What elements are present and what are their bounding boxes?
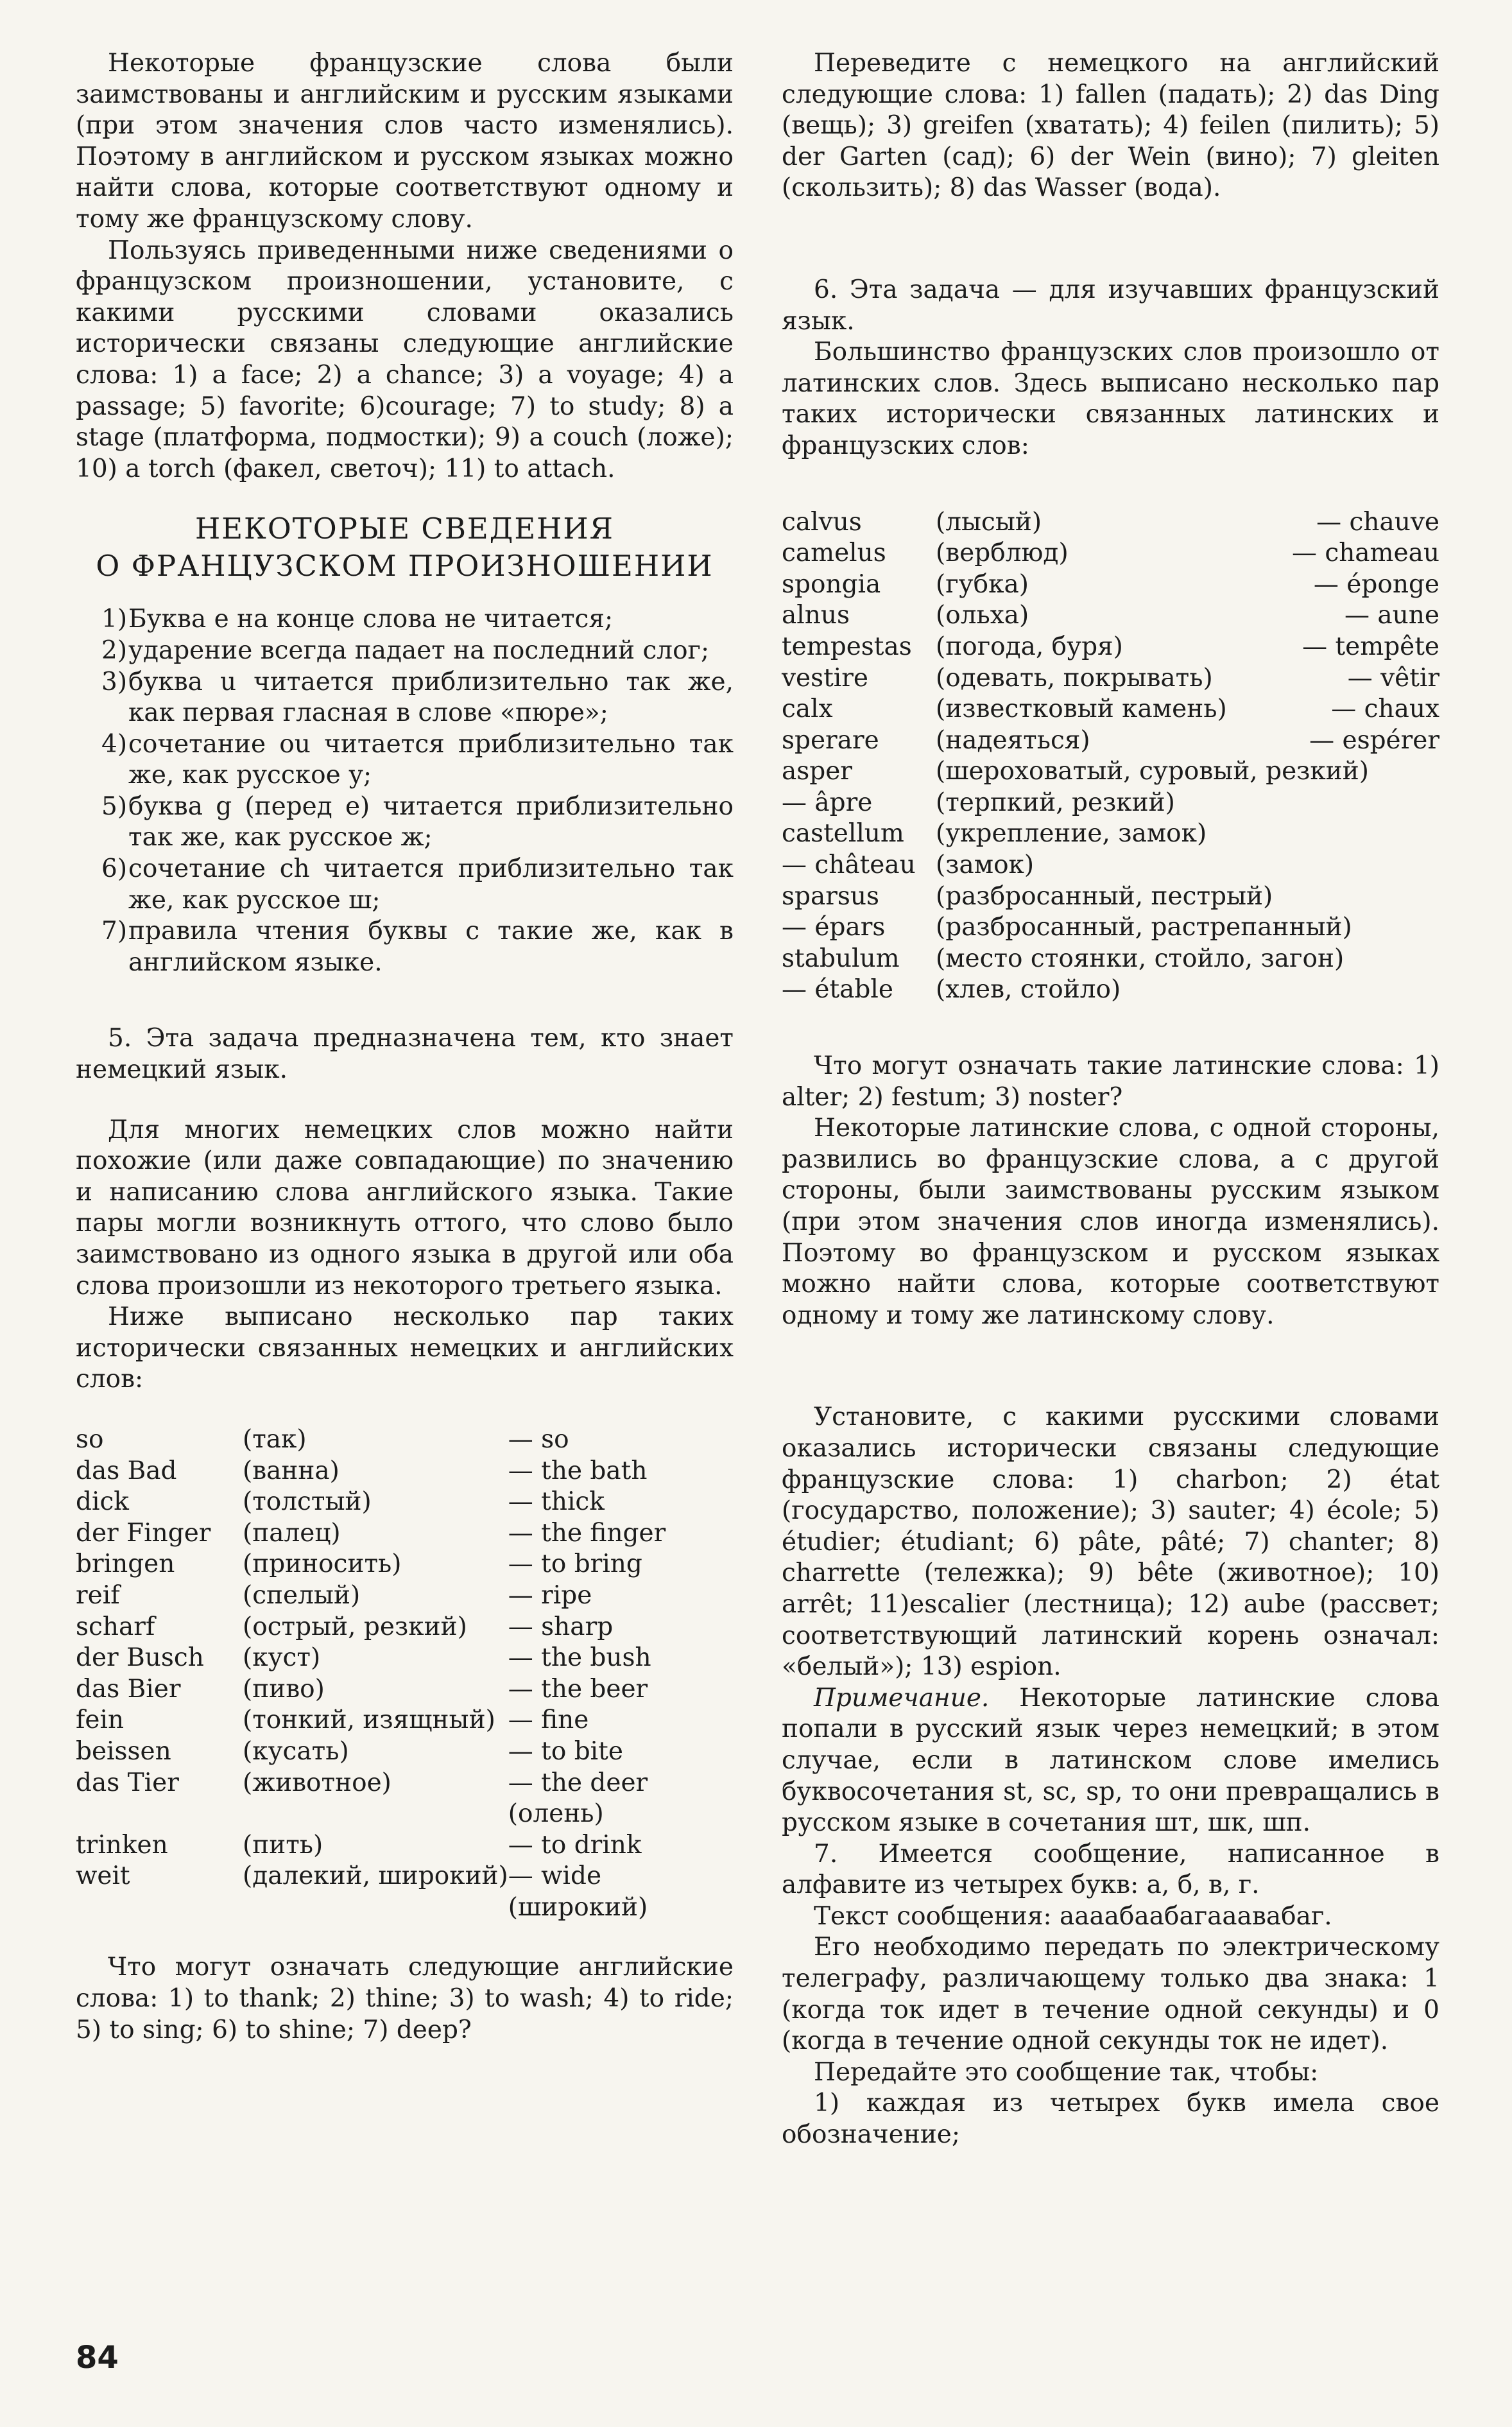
task5-body-2: Ниже выписано несколько пар таких исторически связанных немецких и английских слов: — [76, 1302, 734, 1394]
word-cell-ru: (хлев, стойло) — [936, 975, 1121, 1005]
note-text: Некоторые латинские слова попали в русский язык через немецкий; в этом случае, если в латинском слове имелись буквосочетания st, sc, sp, то они превращались в русском языке в сочетания шт, шк, шп. — [782, 1683, 1439, 1838]
note-paragraph — [782, 1683, 1439, 1839]
word-cell-ru: (ольха) — [936, 601, 1029, 630]
task7-telegraph: Его необходимо передать по электрическому телеграфу, различающему только два знака: 1 (когда ток идет в течение одной секунды) и 0 (когда в течение одной секунды ток не идет). — [782, 1933, 1439, 2056]
word-cell-ru: (палец) — [243, 1518, 341, 1548]
word-cell-la: spongia — [782, 569, 881, 599]
task5-title: 5. Эта задача предназначена тем, кто знает немецкий язык. — [76, 1024, 734, 1085]
word-cell-ru: (одевать, покрывать) — [936, 663, 1213, 693]
word-row — [76, 1736, 734, 1768]
word-row — [76, 1643, 734, 1674]
word-cell-la: asper — [782, 757, 852, 786]
intro-paragraph-2: Пользуясь приведенными ниже сведениями о французском произношении, установите, с какими русскими словами оказались исторически связаны следующие английские слова: 1) a face; 2) a chance; 3) a voyage; 4) a passage; 5) favorite; 6)courage; 7) to study; 8) a stage (платформа, подмостки); 9) a couch (ложе); 10) a torch (факел, светоч); 11) to attach. — [76, 236, 734, 483]
word-row — [782, 818, 1439, 850]
word-cell-ru: (верблюд) — [936, 539, 1069, 568]
word-row — [782, 600, 1439, 632]
task5-body-1: Для многих немецких слов можно найти похожие (или даже совпадающие) по значению и написанию слова английского языка. Такие пары могли возникнуть оттого, что слово было заимствовано из одного языка в другой или оба слова произошли из некоторого третьего языка. — [76, 1115, 734, 1300]
word-cell-la: stabulum — [782, 944, 900, 973]
word-cell-de: bringen — [76, 1550, 175, 1579]
word-row — [76, 1674, 734, 1706]
word-cell-la: — étable — [782, 975, 893, 1005]
word-cell-de: so — [76, 1424, 104, 1454]
word-cell-en: — so — [508, 1424, 569, 1454]
word-cell-de: dick — [76, 1487, 129, 1517]
word-row — [782, 788, 1439, 819]
word-cell-fr: — vêtir — [1347, 663, 1439, 693]
word-cell-ru — [230, 1799, 508, 1830]
word-cell-de: reif — [76, 1580, 120, 1610]
word-cell-en: — fine — [508, 1706, 589, 1735]
rule-item: 1) Буква е на конце слова не читается; — [101, 605, 614, 634]
word-row — [76, 1799, 734, 1830]
word-row — [76, 1612, 734, 1643]
word-row — [76, 1892, 734, 1924]
word-cell-ru: (так) — [243, 1424, 307, 1454]
word-cell-la: — château — [782, 851, 916, 880]
german-english-word-table — [76, 1424, 734, 1924]
word-cell-en: — thick — [508, 1487, 605, 1517]
word-cell-en: — to drink — [508, 1830, 642, 1860]
word-cell-de: der Busch — [76, 1643, 204, 1673]
word-row — [76, 1487, 734, 1518]
word-cell-fr: — chaux — [1331, 695, 1439, 724]
right-column — [782, 48, 1439, 2151]
heading-line-1: НЕКОТОРЫЕ СВЕДЕНИЯ — [194, 512, 615, 546]
task7-condition-1: 1) каждая из четырех букв имела свое обозначение; — [782, 2089, 1439, 2150]
latin-french-word-table — [782, 507, 1439, 1006]
word-cell-ru: (разбросанный, пестрый) — [936, 881, 1273, 911]
task7-message: Текст сообщения: аааабаабагааавабаг. — [814, 1901, 1332, 1931]
word-cell-la: alnus — [782, 601, 850, 630]
word-cell-en: — wide — [508, 1861, 602, 1891]
word-cell-la: vestire — [782, 663, 868, 693]
word-cell-la: calvus — [782, 507, 862, 537]
word-cell-en: — to bring — [508, 1550, 642, 1579]
word-row — [76, 1768, 734, 1799]
task5-question: Что могут означать следующие английские слова: 1) to thank; 2) thine; 3) to wash; 4) to ride; 5) to sing; 6) to shine; 7) deep? — [76, 1953, 734, 2044]
word-cell-fr: — tempête — [1302, 632, 1439, 661]
word-cell-la: — âpre — [782, 788, 873, 817]
word-cell-ru: (тонкий, изящный) — [243, 1706, 495, 1735]
word-row — [76, 1518, 734, 1550]
section-heading — [76, 510, 734, 585]
word-cell-ru: (животное) — [243, 1768, 391, 1797]
rule-item: 7) правила чтения буквы с такие же, как в английском языке. — [101, 917, 734, 977]
word-row — [782, 507, 1439, 539]
word-cell-ru: (ванна) — [243, 1456, 339, 1485]
word-cell-fr: — aune — [1344, 601, 1439, 630]
heading-line-2: О ФРАНЦУЗСКОМ ПРОИЗНОШЕНИИ — [96, 549, 714, 583]
word-cell-ru: (замок) — [936, 851, 1035, 880]
word-row — [782, 694, 1439, 725]
task7-instruction: Передайте это сообщение так, чтобы: — [814, 2057, 1319, 2087]
word-row — [782, 756, 1439, 788]
word-cell-ru: (кусать) — [243, 1736, 349, 1766]
word-cell-en: — ripe — [508, 1580, 592, 1610]
rule-item: 5) буква g (перед е) читается приблизительно так же, как русское ж; — [101, 791, 734, 852]
word-row — [782, 538, 1439, 569]
word-cell-en: — the bath — [508, 1456, 648, 1485]
rule-item: 4) сочетание ou читается приблизительно так же, как русское у; — [101, 729, 734, 790]
word-cell-de: beissen — [76, 1736, 171, 1766]
word-cell-la: sparsus — [782, 881, 880, 911]
word-cell-la: calx — [782, 695, 833, 724]
word-cell-fr: — éponge — [1313, 569, 1439, 599]
left-column — [76, 48, 734, 2046]
task6-find: Установите, с какими русскими словами оказались исторически связаны следующие французские слова: 1) charbon; 2) état (государство, положение); 3) sauter; 4) école; 5) étudier; étudiant; 6) pâte, pâté; 7) chanter; 8) charrette (тележка); 9) bête (животное); 10) arrêt; 11)escalier (лестница); 12) aube (рассвет; соответствующий латинский корень означал: «белый»); 13) espion. — [782, 1403, 1439, 1682]
word-cell-ru: (пить) — [243, 1830, 323, 1860]
word-cell-la: castellum — [782, 819, 904, 849]
word-cell-ru: (известковый камень) — [936, 695, 1227, 724]
word-cell-de — [76, 1799, 230, 1830]
rule-item: 2) ударение всегда падает на последний слог; — [101, 635, 710, 665]
word-row — [782, 974, 1439, 1006]
word-row — [76, 1424, 734, 1456]
task6-body: Большинство французских слов произошло от латинских слов. Здесь выписано несколько пар таких исторически связанных латинских и французских слов: — [782, 338, 1439, 460]
word-cell-ru: (далекий, широкий) — [243, 1861, 508, 1891]
word-cell-la: — épars — [782, 913, 886, 942]
word-cell-ru: (приносить) — [243, 1550, 402, 1579]
word-cell-fr: — chauve — [1316, 507, 1439, 537]
word-row — [782, 944, 1439, 975]
word-cell-en: — the finger — [508, 1518, 666, 1548]
word-cell-en: — sharp — [508, 1612, 614, 1641]
word-row — [76, 1705, 734, 1736]
word-cell-de: das Tier — [76, 1768, 179, 1797]
word-cell-de: das Bad — [76, 1456, 177, 1485]
word-row — [76, 1549, 734, 1580]
word-row — [782, 663, 1439, 695]
word-cell-ru: (куст) — [243, 1643, 321, 1673]
word-cell-ru: (шероховатый, суровый, резкий) — [936, 757, 1369, 786]
word-cell-de — [76, 1892, 230, 1924]
word-cell-la: tempestas — [782, 632, 912, 661]
word-cell-ru: (место стоянки, стойло, загон) — [936, 944, 1344, 973]
task6-question: Что могут означать такие латинские слова: 1) alter; 2) festum; 3) noster? — [782, 1051, 1439, 1112]
translate-task: Переведите с немецкого на английский следующие слова: 1) fallen (падать); 2) das Ding (вещь); 3) greifen (хватать); 4) feilen (пилить); 5) der Garten (сад); 6) der Wein (вино); 7) gleiten (скользить); 8) das Wasser (вода). — [782, 49, 1439, 203]
word-cell-ru: (погода, буря) — [936, 632, 1123, 661]
word-cell-en: — the beer — [508, 1674, 648, 1704]
word-cell-ru: (лысый) — [936, 507, 1042, 537]
word-cell-ru: (толстый) — [243, 1487, 372, 1517]
word-cell-ru: (разбросанный, растрепанный) — [936, 913, 1352, 942]
word-cell-en: (широкий) — [508, 1892, 648, 1922]
word-cell-ru: (губка) — [936, 569, 1029, 599]
word-cell-de: weit — [76, 1861, 130, 1891]
word-row — [782, 725, 1439, 757]
word-cell-de: trinken — [76, 1830, 168, 1860]
word-cell-de: fein — [76, 1706, 125, 1735]
word-row — [76, 1830, 734, 1861]
note-label: Примечание. — [814, 1683, 990, 1713]
word-row — [782, 569, 1439, 601]
word-cell-la: sperare — [782, 725, 879, 755]
word-cell-en: — the deer — [508, 1768, 648, 1797]
word-row — [76, 1580, 734, 1612]
word-cell-ru: (спелый) — [243, 1580, 361, 1610]
word-row — [76, 1861, 734, 1892]
word-cell-ru: (острый, резкий) — [243, 1612, 467, 1641]
word-row — [782, 912, 1439, 944]
word-cell-de: der Finger — [76, 1518, 211, 1548]
word-cell-ru: (пиво) — [243, 1674, 325, 1704]
word-row — [782, 881, 1439, 913]
task6-title: 6. Эта задача — для изучавших французский язык. — [782, 275, 1439, 336]
word-row — [782, 850, 1439, 881]
word-cell-ru: (терпкий, резкий) — [936, 788, 1175, 817]
task6-more: Некоторые латинские слова, с одной стороны, развились во французские слова, а с другой стороны, были заимствованы русским языком (при этом значения слов иногда изменялись). Поэтому во французском и русском языках можно найти слова, которые соответствуют одному и тому же латинскому слову. — [782, 1114, 1439, 1330]
word-cell-ru: (надеяться) — [936, 725, 1090, 755]
word-cell-de: das Bier — [76, 1674, 181, 1704]
word-cell-en: — the bush — [508, 1643, 651, 1673]
word-cell-ru: (укрепление, замок) — [936, 819, 1207, 849]
word-row — [76, 1456, 734, 1487]
word-cell-fr: — chameau — [1291, 539, 1439, 568]
word-cell-en: (олень) — [508, 1799, 604, 1829]
rule-item: 6) сочетание ch читается приблизительно так же, как русское ш; — [101, 854, 734, 915]
pronunciation-rules — [76, 604, 734, 978]
page-number: 84 — [76, 2340, 119, 2376]
word-row — [782, 632, 1439, 663]
word-cell-en: — to bite — [508, 1736, 623, 1766]
word-cell-fr: — espérer — [1309, 725, 1439, 755]
word-cell-la: camelus — [782, 539, 886, 568]
intro-paragraph-1: Некоторые французские слова были заимствованы и английским и русским языками (при этом значения слов часто изменялись). Поэтому в английском и русском языках можно найти слова, которые соответствуют одному и тому же французскому слову. — [76, 49, 734, 234]
task7-intro: 7. Имеется сообщение, написанное в алфавите из четырех букв: а, б, в, г. — [782, 1839, 1439, 1900]
word-cell-ru — [230, 1892, 508, 1924]
word-cell-de: scharf — [76, 1612, 155, 1641]
rule-item: 3) буква u читается приблизительно так же, как первая гласная в слове «пюре»; — [101, 667, 734, 728]
